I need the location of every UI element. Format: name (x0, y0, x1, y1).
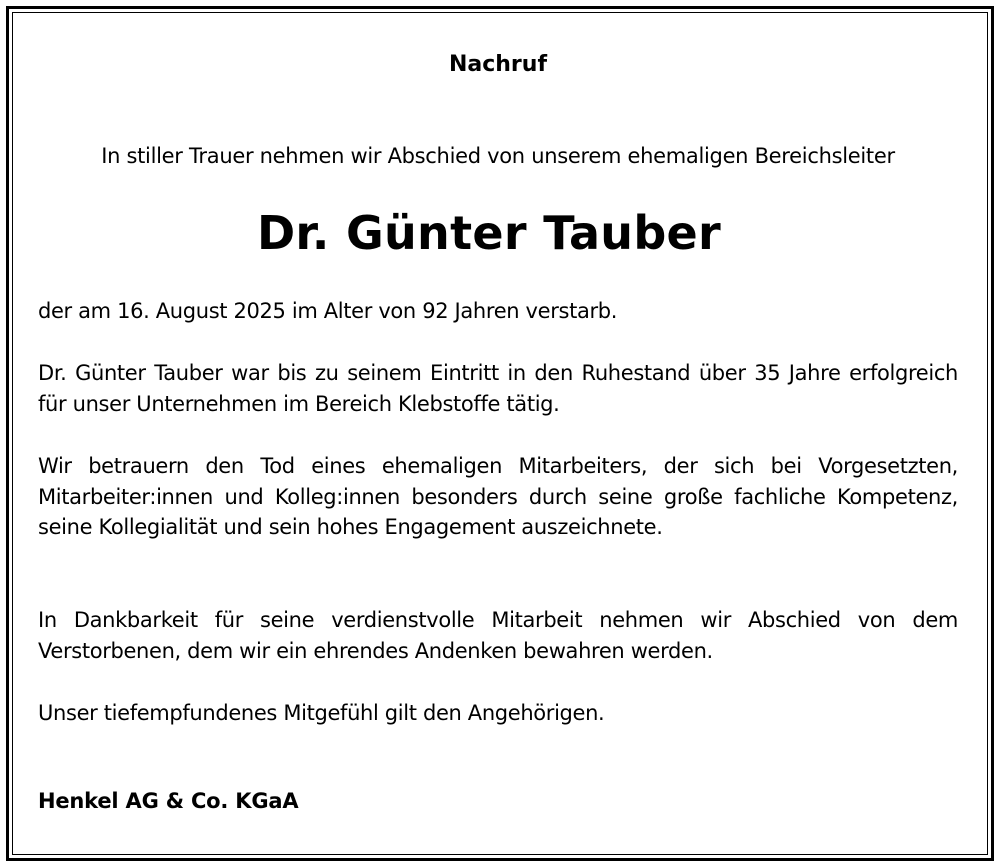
paragraph-death-date: der am 16. August 2025 im Alter von 92 Jahren verstarb. (38, 299, 618, 323)
intro-line: In stiller Trauer nehmen wir Abschied von unserem ehemaligen Bereichsleiter (101, 144, 895, 168)
notice-heading: Nachruf (448, 52, 548, 77)
paragraph-tribute: Wir betrauern den Tod eines ehemaligen Mitarbeiters, der sich bei Vorgesetzten, Mitarbeiter:innen und Kolleg:innen besonders durch seine große fachliche Kompetenz, seine Kollegialität und sein hohes Engagement auszeichnete. (38, 454, 958, 539)
company-signature: Henkel AG & Co. KGaA (38, 789, 299, 813)
paragraph-condolences: Unser tiefempfundenes Mitgefühl gilt den Angehörigen. (38, 701, 605, 725)
paragraph-career: Dr. Günter Tauber war bis zu seinem Eintritt in den Ruhestand über 35 Jahre erfolgreich für unser Unternehmen im Bereich Klebstoffe tätig. (38, 361, 958, 416)
deceased-name: Dr. Günter Tauber (256, 206, 722, 260)
paragraph-gratitude: In Dankbarkeit für seine verdienstvolle Mitarbeit nehmen wir Abschied von dem Verstorbenen, dem wir ein ehrendes Andenken bewahren werden. (38, 608, 958, 663)
inner-border-frame (12, 12, 988, 855)
